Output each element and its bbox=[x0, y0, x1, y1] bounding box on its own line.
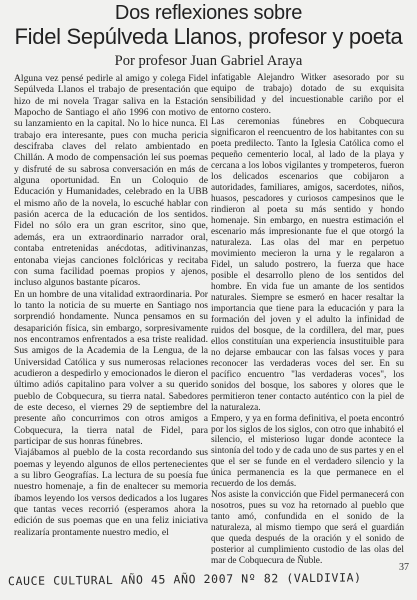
paragraph: Viajábamos al pueblo de la costa recordando sus poemas y leyendo algunos de ellos pertenecientes a su libro Geografías. La lectura de su poesía fue nuestro homenaje, a fin de enaltecer su memoria íbamos leyendo los versos dedicados a los lugares que tantas veces recorrió (esperamos ahora la edición de sus poemas que en una feliz iniciativa realizaría prontamente nuestro medio, el bbox=[14, 447, 208, 538]
page-number: 37 bbox=[399, 562, 409, 573]
paragraph: infatigable Alejandro Witker asesorado por su equipo de trabajo) dotado de su exquisita sensibilidad y del incuestionable cariño por el entorno costero. bbox=[211, 73, 404, 116]
paragraph: Empero, y ya en forma definitiva, el poeta encontró por los siglos de los siglos, con otro que inhabitó el silencio, el misterioso lugar donde acontece la sintonía del todo y de cada uno de sus partes y en el que el ser se funde en el verdadero silencio y la única permanencia es la que permanece en el recuerdo de los demás. bbox=[211, 413, 404, 490]
paragraph: En un hombre de una vitalidad extraordinaria. Por lo tanto la noticia de su muerte en Santiago nos sorprendió hondamente. Nunca pensamos en su desaparición física, sin embargo, sorpresivamente nos encontramos enfrentados a esa triste realidad. Sus amigos de la Academia de la Lengua, de la Universidad Católica y sus numerosas relaciones acudieron a despedirlo y emocionados le dieron el último adiós capitalino para volver a su querido pueblo de Cobquecura, su tierra natal. Sabedores de este deceso, el viernes 29 de septiembre del presente año concurrimos con otros amigos a Cobquecura, la tierra natal de Fidel, para participar de sus honras fúnebres. bbox=[14, 288, 208, 447]
paragraph: Nos asiste la convicción que Fidel permanecerá con nosotros, pues su voz ha retornado al pueblo que tanto amó, confundida en el sonido de la naturaleza, al mismo tiempo que será el guardián que queda después de la oración y el sonido de posterior al cumplimiento custodio de las olas del mar de Cobquecura de Ñuble. bbox=[211, 490, 404, 567]
left-column bbox=[14, 73, 208, 538]
handwritten-annotation: CAUCE CULTURAL AÑO 45 AÑO 2007 Nº 82 (VALDIVIA) bbox=[7, 570, 362, 589]
article-title-line-1: Dos reflexiones sobre bbox=[114, 2, 303, 24]
paragraph: Alguna vez pensé pedirle al amigo y colega Fidel Sepúlveda Llanos el trabajo de presentación que hizo de mi novela Tragar saliva en la Estación Mapocho de Santiago el año 1996 con motivo de su lanzamiento en la capital. No lo hice nunca. El trabajo era interesante, pues con mucha pericia descifraba claves del relato ambientado en Chillán. A modo de compensación leí sus poemas y disfruté de su sabrosa conversación en más de alguna oportunidad. En un Coloquio de Educación y Humanidades, celebrado en la UBB el mismo año de la novela, lo escuché hablar con pasión acerca de la educación de los sentidos. Fidel no sólo era un gran escritor, sino que, además, era un extraordinario narrador oral, contaba entretenidas anécdotas, aditivinanzas, entonaba viejas canciones folclóricas y recitaba con suma facilidad poemas propios y ajenos, incluso algunos bastante pícaros. bbox=[14, 73, 208, 289]
article-byline: Por profesor Juan Gabriel Araya bbox=[114, 53, 303, 69]
paragraph: Las ceremonias fúnebres en Cobquecura significaron el reencuentro de los habitantes con su poeta predilecto. Tanto la Iglesia Católica como el pequeño cementerio local, al lado de la playa y cercana a los lobos vigilantes y trompeteros, fueron los delicados escenarios que cobijaron a autoridades, familiares, amigos, sacerdotes, niños, huasos, pescadores y curiosos campesinos que le rindieron al poeta su más sentido y hondo homenaje. Sin embargo, en nuestra estimación el escenario más impresionante fue el que otorgó la naturaleza. Las olas del mar en perpetuo movimiento mecieron la urna y le regalaron a Fidel, un saludo postrero, la fuerza que hace posible el desarrollo pleno de los sentidos del hombre. En vida fue un amante de los sentidos naturales. Siempre se esmeró en hacer resaltar la importancia que tiene para la educación y para la formación del joven y el adulto la infinidad de ruidos del bosque, de la cordillera, del mar, pues ellos constituían una experiencia insustituible para no dejarse embaucar con las falsas voces y para reconocer las verdaderas voces del ser. En su pacífico encuentro "las verdaderas voces", los sonidos del bosque, los sabores y olores que le permitieron tener contacto auténtico con la piel de la naturaleza. bbox=[211, 116, 404, 413]
article-title-line-2: Fidel Sepúlveda Llanos, profesor y poeta bbox=[14, 24, 403, 49]
right-column bbox=[211, 73, 404, 567]
